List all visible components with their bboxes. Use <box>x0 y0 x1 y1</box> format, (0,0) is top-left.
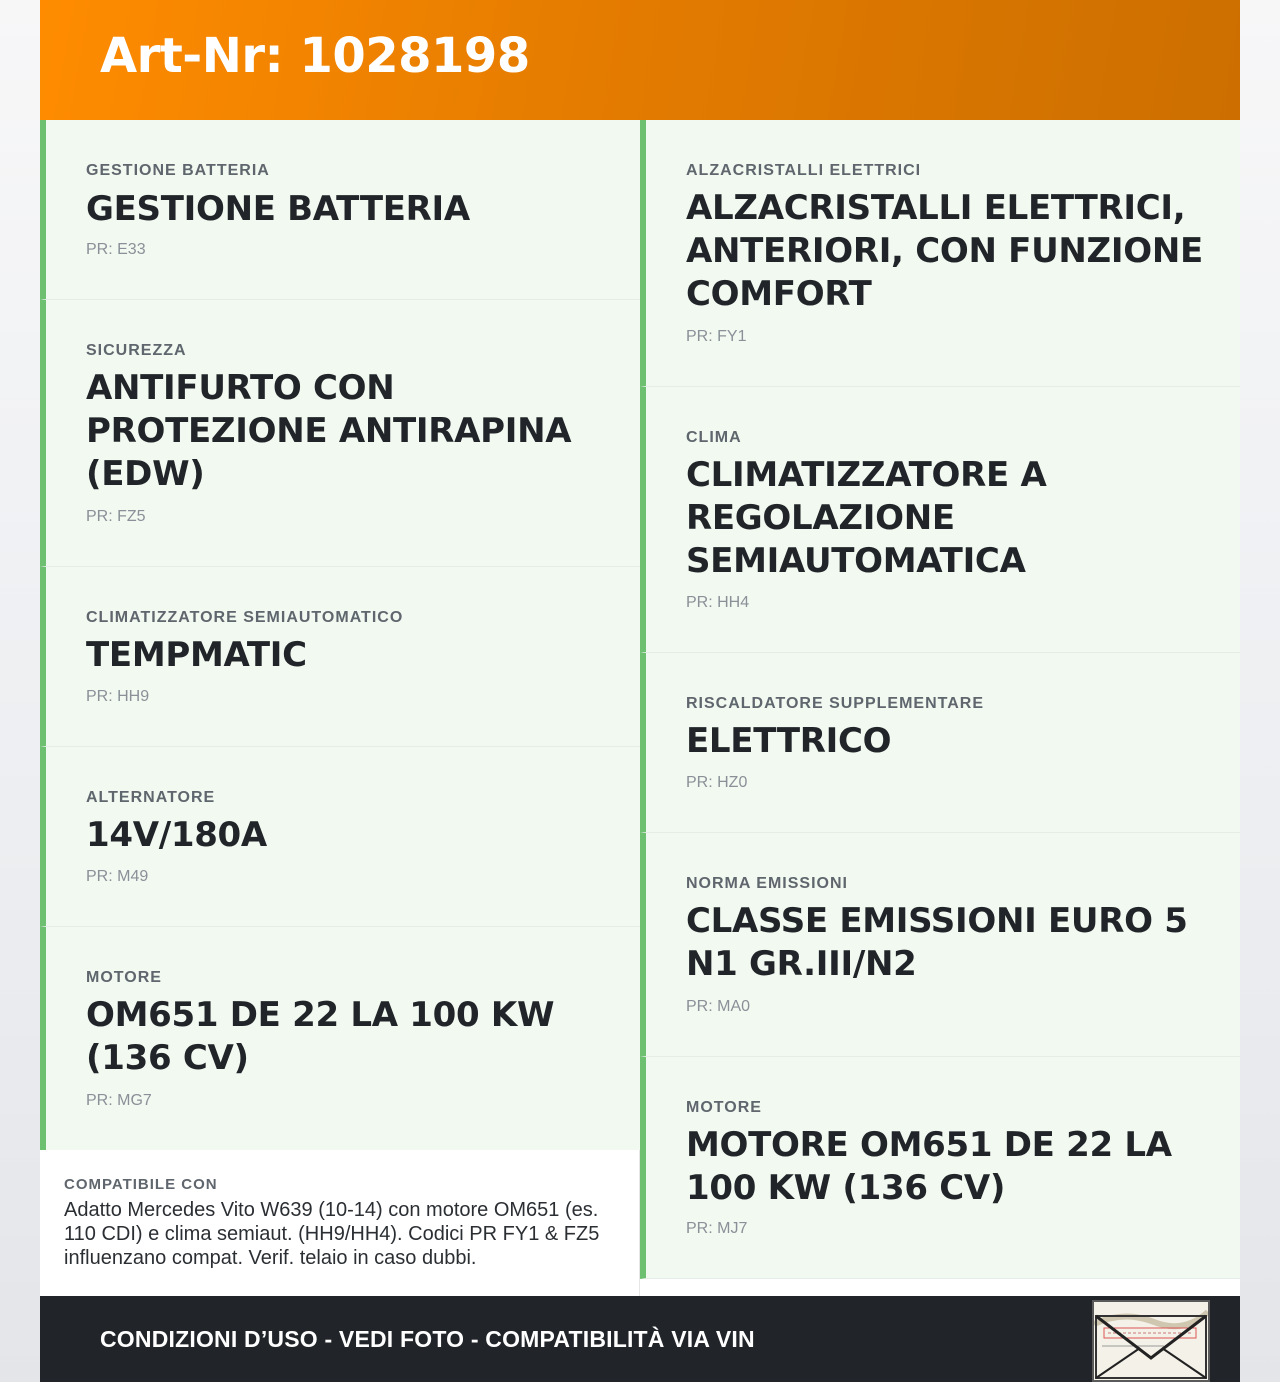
feature-pr-code: PR: MG7 <box>86 1092 152 1109</box>
feature-card-climate <box>640 387 1240 653</box>
feature-pr-code: PR: MA0 <box>686 998 751 1015</box>
feature-pr-code: PR: M49 <box>86 868 149 885</box>
compatibility-label: COMPATIBILE CON <box>64 1176 218 1193</box>
feature-category: CLIMA <box>686 429 742 446</box>
footer-bar <box>40 1296 1240 1382</box>
feature-value: CLIMATIZZATORE A REGOLAZIONE SEMIAUTOMATICA <box>686 455 1047 581</box>
feature-value: MOTORE OM651 DE 22 LA 100 KW (136 CV) <box>686 1125 1172 1208</box>
feature-card-alternator <box>40 747 640 927</box>
feature-value: GESTIONE BATTERIA <box>86 189 470 229</box>
vehicle-label-photo-thumbnail-icon[interactable] <box>1092 1300 1210 1382</box>
feature-card-emissions <box>640 833 1240 1057</box>
feature-value: CLASSE EMISSIONI EURO 5 N1 GR.III/N2 <box>686 901 1188 984</box>
feature-value: 14V/180A <box>86 815 267 855</box>
feature-category: RISCALDATORE SUPPLEMENTARE <box>686 695 985 712</box>
envelope-photo-icon <box>1094 1302 1208 1380</box>
feature-value: TEMPMATIC <box>86 635 307 675</box>
feature-pr-code: PR: HZ0 <box>686 774 748 791</box>
feature-category: NORMA EMISSIONI <box>686 875 848 892</box>
feature-category: CLIMATIZZATORE SEMIAUTOMATICO <box>86 609 404 626</box>
feature-card-security <box>40 300 640 567</box>
feature-card-engine-left <box>40 927 640 1151</box>
feature-pr-code: PR: FY1 <box>686 328 747 345</box>
compatibility-box <box>40 1150 640 1296</box>
feature-pr-code: PR: HH4 <box>686 594 750 611</box>
feature-pr-code: PR: E33 <box>86 241 146 258</box>
feature-category: MOTORE <box>686 1099 762 1116</box>
feature-card-climate-semiauto <box>40 567 640 747</box>
feature-category: MOTORE <box>86 969 162 986</box>
header-banner <box>40 0 1240 120</box>
feature-pr-code: PR: HH9 <box>86 688 150 705</box>
feature-category: SICUREZZA <box>86 342 187 359</box>
feature-value: ALZACRISTALLI ELETTRICI, ANTERIORI, CON FUNZIONE COMFORT <box>686 188 1203 314</box>
feature-card-windows <box>640 120 1240 387</box>
feature-pr-code: PR: MJ7 <box>686 1220 748 1237</box>
feature-category: GESTIONE BATTERIA <box>86 162 270 179</box>
product-sheet <box>40 0 1240 1382</box>
feature-category: ALZACRISTALLI ELETTRICI <box>686 162 922 179</box>
feature-value: OM651 DE 22 LA 100 KW (136 CV) <box>86 995 555 1078</box>
feature-value: ELETTRICO <box>686 721 892 761</box>
feature-card-aux-heater <box>640 653 1240 833</box>
feature-card-engine-right <box>640 1057 1240 1279</box>
footer-links-text[interactable]: CONDIZIONI D’USO - VEDI FOTO - COMPATIBILITÀ VIA VIN <box>100 1326 755 1352</box>
feature-pr-code: PR: FZ5 <box>86 508 146 525</box>
article-number-title: Art-Nr: 1028198 <box>100 28 530 84</box>
compatibility-text: Adatto Mercedes Vito W639 (10-14) con motore OM651 (es. 110 CDI) e clima semiaut. (HH9/HH4). Codici PR FY1 & FZ5 influenzano compat. Verif. telaio in caso dubbi. <box>64 1199 600 1269</box>
feature-value: ANTIFURTO CON PROTEZIONE ANTIRAPINA (EDW) <box>86 368 572 494</box>
feature-card-battery <box>40 120 640 300</box>
feature-category: ALTERNATORE <box>86 789 216 806</box>
